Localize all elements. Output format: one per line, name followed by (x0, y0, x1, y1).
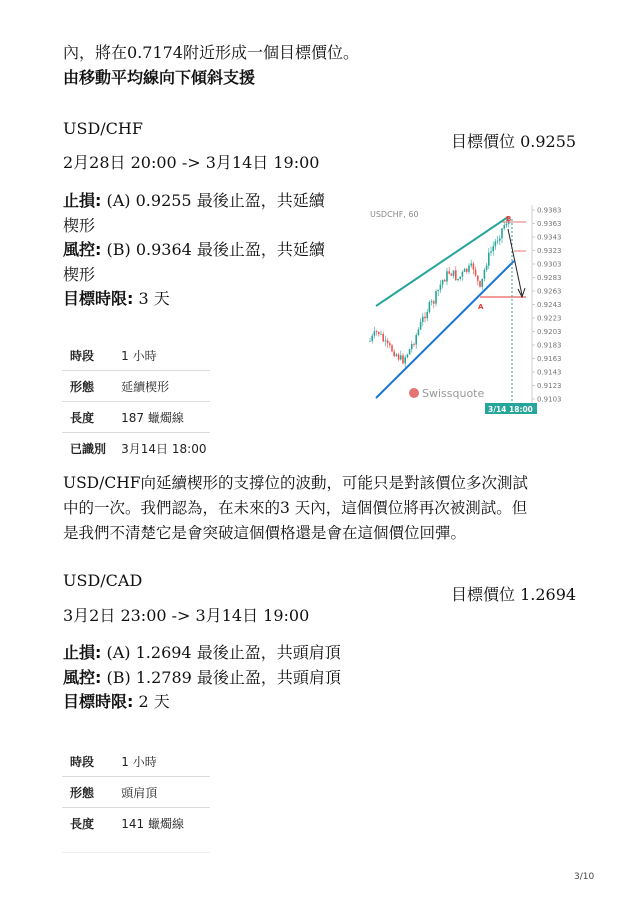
horizon-label: 目標時限: (63, 692, 134, 711)
info-table-usdchf (62, 340, 210, 463)
time-range-usdcad: 3月2日 23:00 -> 3月14日 19:00 (63, 606, 310, 625)
y-tick-label: 0.9243 (537, 301, 562, 309)
candle-body (446, 271, 448, 281)
candle-body (385, 340, 387, 341)
candle-body (409, 349, 411, 354)
y-tick-label: 0.9383 (537, 206, 562, 215)
candle-body (448, 271, 450, 273)
horizon-value: 2 天 (133, 692, 170, 711)
candle-body (402, 355, 404, 363)
candle-body (435, 291, 437, 304)
table-key: 形態 (62, 371, 121, 402)
horizon-value: 3 天 (133, 289, 170, 308)
y-tick-label: 0.9183 (537, 341, 562, 350)
table-key: 時段 (62, 746, 121, 777)
candle-body (422, 317, 424, 322)
candle-body (481, 279, 483, 287)
pair-title-usdchf: USD/CHF (63, 119, 143, 138)
table-key: 時段 (62, 340, 121, 371)
y-tick-label: 0.9303 (537, 260, 562, 269)
candle-body (444, 280, 446, 282)
table-value: 延續楔形 (121, 371, 210, 402)
table-key: 長度 (70, 816, 95, 831)
y-tick-label: 0.9163 (537, 355, 562, 363)
table-value: 1 小時 (121, 746, 210, 777)
pair-title-usdcad: USD/CAD (63, 571, 143, 590)
table-value: 187 蠟燭線 (121, 402, 210, 433)
time-range-usdchf: 2月28日 20:00 -> 3月14日 19:00 (63, 153, 320, 172)
candle-body (462, 272, 464, 277)
candle-body (374, 331, 376, 335)
candle-body (484, 270, 486, 279)
candle-body (457, 279, 459, 280)
candle-body (442, 280, 444, 285)
candle-body (506, 224, 508, 225)
candle-body (413, 344, 415, 345)
candle-body (418, 330, 420, 336)
candle-body (415, 335, 417, 345)
y-tick-label: 0.9363 (537, 220, 562, 228)
candle-body (499, 238, 501, 240)
risk-label: 風控: (63, 667, 102, 687)
brand-name: Swissquote (422, 387, 485, 400)
candle-body (464, 269, 466, 272)
info-table-usdcad (62, 746, 210, 838)
candle-body (470, 263, 472, 265)
candle-body (453, 270, 455, 275)
candle-body (391, 345, 393, 351)
stop-value: (A) 1.2694 最後止盈，共頭肩頂 (101, 643, 341, 662)
table-row (62, 433, 210, 464)
candle-body (433, 301, 435, 303)
candle-body (479, 281, 481, 287)
y-tick-label: 0.9203 (537, 328, 562, 336)
stop-label: 止損: (63, 191, 102, 210)
page-number: 3/10 (574, 872, 595, 882)
candle-body (451, 274, 453, 276)
usdchf-chart (364, 201, 570, 418)
y-tick-label: 0.9223 (537, 314, 562, 323)
target-price-usdchf: 目標價位 0.9255 (451, 132, 577, 151)
target-price-usdcad: 目標價位 1.2694 (451, 585, 577, 604)
stop-label: 止損: (63, 643, 102, 662)
horizon-label: 目標時限: (63, 289, 134, 308)
table-value: 141 蠟燭線 (121, 816, 184, 831)
y-tick-label: 0.9123 (537, 382, 562, 390)
y-axis-ticks (532, 207, 562, 404)
paragraph-line: 中的一次。我們認為，在未來的3 天內，這個價位將再次被測試。但 (63, 499, 528, 517)
paragraph-line: 是我們不清楚它是會突破這個價格還是會在這個價位回彈。 (63, 524, 467, 542)
candle-body (431, 301, 433, 302)
table-row (62, 340, 210, 371)
y-tick-label: 0.9323 (537, 247, 562, 255)
point-b-label: B (506, 215, 512, 223)
table-row (62, 746, 210, 777)
candle-body (420, 322, 422, 330)
y-tick-label: 0.9263 (537, 287, 562, 296)
table-row (62, 371, 210, 402)
chart-symbol: USDCHF, 60 (370, 210, 419, 219)
candle-body (424, 317, 426, 318)
analysis-paragraph (63, 471, 573, 546)
paragraph-line: USD/CHF向延續楔形的支撐位的波動，可能只是對該價位多次測試 (63, 474, 528, 492)
candle-body (440, 285, 442, 290)
candle-body (477, 276, 479, 281)
stop-loss-usdcad (63, 641, 341, 715)
candle-body (407, 354, 409, 357)
candle-body (475, 270, 477, 276)
candle-body (501, 228, 503, 238)
risk-value-cont: 楔形 (63, 264, 96, 284)
candle-body (411, 344, 413, 349)
candle-body (376, 331, 378, 332)
section-heading: 由移動平均線向下傾斜支援 (63, 68, 256, 87)
risk-value: (B) 0.9364 最後止盈，共延續 (101, 240, 325, 259)
logo-icon (409, 388, 419, 398)
y-tick-label: 0.9343 (537, 233, 562, 242)
table-row (62, 808, 210, 839)
candle-body (389, 343, 391, 345)
candle-body (488, 253, 490, 266)
candle-body (497, 241, 499, 242)
candle-body (486, 266, 488, 270)
candle-body (426, 312, 428, 318)
candle-body (400, 355, 402, 359)
table-row (62, 402, 210, 433)
time-label: 3/14 18:00 (488, 405, 533, 414)
candle-body (429, 302, 431, 312)
stop-value: (A) 0.9255 最後止盈，共延續 (101, 191, 325, 210)
table-value: 3月14日 18:00 (121, 441, 207, 456)
candle-body (437, 290, 439, 291)
candle-body (378, 332, 380, 334)
risk-value: (B) 1.2789 最後止盈，共頭肩頂 (101, 667, 341, 687)
table-key: 形態 (62, 777, 121, 808)
candle-body (459, 277, 461, 279)
candle-body (396, 354, 398, 356)
candle-body (468, 266, 470, 272)
stop-value-cont: 楔形 (63, 215, 96, 235)
candle-body (371, 336, 373, 341)
table-value: 頭肩頂 (121, 777, 210, 808)
y-tick-label: 0.9283 (537, 274, 562, 282)
chart-svg (364, 201, 570, 418)
candle-body (495, 241, 497, 246)
y-tick-label: 0.9103 (537, 395, 562, 404)
candle-body (382, 334, 384, 341)
candle-body (369, 341, 371, 342)
candle-body (466, 269, 468, 272)
table-key: 已識別 (70, 441, 107, 456)
table-row (62, 777, 210, 808)
risk-label: 風控: (63, 240, 102, 259)
candle-body (380, 334, 382, 335)
candle-body (492, 246, 494, 251)
stop-loss-usdchf (63, 189, 325, 312)
candle-body (503, 225, 505, 228)
table-bottom-divider (62, 852, 210, 853)
table-value: 1 小時 (121, 340, 210, 371)
point-a-label: A (478, 303, 484, 311)
y-tick-label: 0.9143 (537, 368, 562, 377)
table-key: 長度 (62, 402, 121, 433)
candle-body (387, 340, 389, 343)
candle-body (404, 357, 406, 363)
candle-body (398, 354, 400, 359)
intro-text: 內，將在0.7174附近形成一個目標價位。 (63, 43, 359, 62)
candle-body (393, 351, 395, 356)
candle-body (490, 251, 492, 252)
candle-body (455, 270, 457, 280)
candle-body (473, 263, 475, 269)
